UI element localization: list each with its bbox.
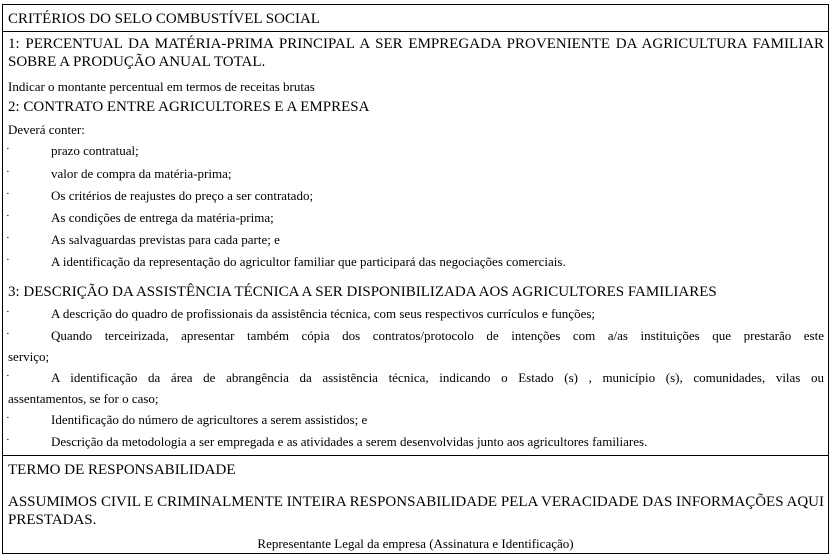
termo-heading: TERMO DE RESPONSABILIDADE <box>8 462 236 478</box>
bullet-icon: · <box>6 328 10 340</box>
termo-statement-line1: ASSUMIMOS CIVIL E CRIMINALMENTE INTEIRA RESPONSABILIDADE PELA VERACIDADE DAS INFORMAÇÕES AQUI <box>8 494 824 510</box>
bullet-icon: · <box>6 166 10 178</box>
bullet-icon: · <box>6 412 10 424</box>
bullet-icon: · <box>6 434 10 446</box>
signature-label: Representante Legal da empresa (Assinatura e Identificação) <box>257 536 574 551</box>
section-2-item: As salvaguardas previstas para cada parte; e <box>51 232 280 247</box>
section-2-item: Os critérios de reajustes do preço a ser contratado; <box>51 188 314 203</box>
section-3-item: A identificação da área de abrangência da assistência técnica, indicando o Estado (s) , município (s), comunidades, vilas ou <box>51 370 824 385</box>
bullet-icon: · <box>6 306 10 318</box>
bullet-icon: · <box>6 143 10 155</box>
divider <box>3 31 828 32</box>
section-2-item: A identificação da representação do agricultor familiar que participará das negociações comerciais. <box>51 254 566 269</box>
section-3-item: Descrição da metodologia a ser empregada e as atividades a serem desenvolvidas junto aos agricultores familiares. <box>51 434 648 449</box>
section-2-heading: 2: CONTRATO ENTRE AGRICULTORES E A EMPRESA <box>8 99 370 115</box>
termo-statement-line2: PRESTADAS. <box>8 512 97 528</box>
divider <box>3 455 828 456</box>
bullet-icon: · <box>6 232 10 244</box>
section-2-intro: Deverá conter: <box>8 122 85 137</box>
section-3-item-continued: assentamentos, se for o caso; <box>8 391 159 406</box>
bullet-icon: · <box>6 370 10 382</box>
section-1-heading-line2: SOBRE A PRODUÇÃO ANUAL TOTAL. <box>8 54 266 70</box>
bullet-icon: · <box>6 188 10 200</box>
section-2-item: As condições de entrega da matéria-prima; <box>51 210 274 225</box>
section-3-item: A descrição do quadro de profissionais da assistência técnica, com seus respectivos currículos e funções; <box>51 306 596 321</box>
form-title: CRITÉRIOS DO SELO COMBUSTÍVEL SOCIAL <box>8 11 320 27</box>
document-form <box>2 4 829 554</box>
section-3-item-continued: serviço; <box>8 349 50 364</box>
bullet-icon: · <box>6 254 10 266</box>
section-3-item: Identificação do número de agricultores a serem assistidos; e <box>51 412 368 427</box>
section-2-item: prazo contratual; <box>51 143 139 158</box>
section-1-note: Indicar o montante percentual em termos de receitas brutas <box>8 79 315 94</box>
section-3-item: Quando terceirizada, apresentar também cópia dos contratos/protocolo de intenções com a/as instituições que prestarão este <box>51 328 824 343</box>
section-1-heading-line1: 1: PERCENTUAL DA MATÉRIA-PRIMA PRINCIPAL A SER EMPREGADA PROVENIENTE DA AGRICULTURA FAMILIAR <box>8 36 824 52</box>
section-2-item: valor de compra da matéria-prima; <box>51 166 232 181</box>
bullet-icon: · <box>6 210 10 222</box>
section-3-heading: 3: DESCRIÇÃO DA ASSISTÊNCIA TÉCNICA A SER DISPONIBILIZADA AOS AGRICULTORES FAMILIARES <box>8 284 717 300</box>
